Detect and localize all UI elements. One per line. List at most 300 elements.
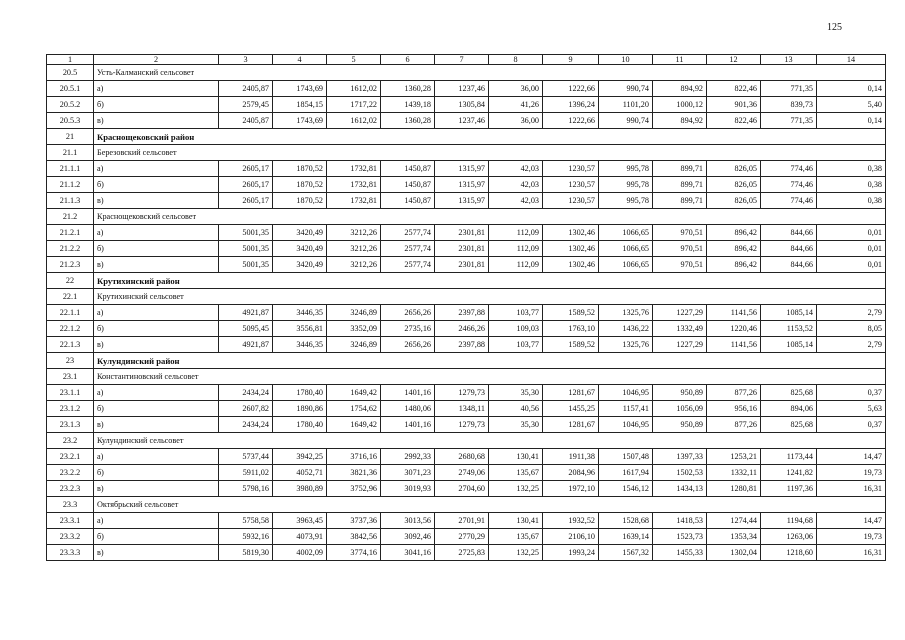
value-cell: 1302,46 — [543, 241, 599, 257]
variant-label: а) — [94, 225, 219, 241]
row-code: 20.5.3 — [47, 113, 94, 129]
value-cell: 894,92 — [653, 81, 707, 97]
value-cell: 1302,46 — [543, 257, 599, 273]
value-cell: 2301,81 — [435, 241, 489, 257]
value-cell: 1325,76 — [599, 305, 653, 321]
variant-label: в) — [94, 481, 219, 497]
table-row — [47, 81, 886, 97]
value-cell: 109,03 — [489, 321, 543, 337]
column-header: 14 — [817, 55, 886, 65]
value-cell: 2434,24 — [219, 417, 273, 433]
value-cell: 42,03 — [489, 161, 543, 177]
row-code: 21.1 — [47, 145, 94, 161]
council-header-row — [47, 497, 886, 513]
table-row — [47, 113, 886, 129]
value-cell: 1401,16 — [381, 385, 435, 401]
value-cell: 771,35 — [761, 81, 817, 97]
value-cell: 1197,36 — [761, 481, 817, 497]
district-header-row — [47, 129, 886, 145]
value-cell: 1649,42 — [327, 417, 381, 433]
value-cell: 2605,17 — [219, 193, 273, 209]
value-cell: 2397,88 — [435, 337, 489, 353]
table-row — [47, 417, 886, 433]
value-cell: 950,89 — [653, 385, 707, 401]
value-cell: 130,41 — [489, 449, 543, 465]
value-cell: 2749,06 — [435, 465, 489, 481]
value-cell: 970,51 — [653, 241, 707, 257]
data-table — [46, 54, 886, 561]
row-code: 23.2.1 — [47, 449, 94, 465]
table-row — [47, 97, 886, 113]
council-header-row — [47, 369, 886, 385]
column-header: 10 — [599, 55, 653, 65]
value-cell: 1194,68 — [761, 513, 817, 529]
value-cell: 8,05 — [817, 321, 886, 337]
value-cell: 1274,44 — [707, 513, 761, 529]
variant-label: а) — [94, 385, 219, 401]
row-code: 23.1.2 — [47, 401, 94, 417]
value-cell: 132,25 — [489, 481, 543, 497]
value-cell: 3212,26 — [327, 241, 381, 257]
value-cell: 2301,81 — [435, 225, 489, 241]
value-cell: 135,67 — [489, 465, 543, 481]
table-row — [47, 481, 886, 497]
value-cell: 1332,49 — [653, 321, 707, 337]
row-code: 20.5.2 — [47, 97, 94, 113]
row-code: 21.2.1 — [47, 225, 94, 241]
value-cell: 774,46 — [761, 193, 817, 209]
value-cell: 1315,97 — [435, 193, 489, 209]
row-code: 21.1.2 — [47, 177, 94, 193]
value-cell: 1153,52 — [761, 321, 817, 337]
value-cell: 1870,52 — [273, 161, 327, 177]
row-code: 20.5.1 — [47, 81, 94, 97]
value-cell: 2577,74 — [381, 257, 435, 273]
variant-label: а) — [94, 81, 219, 97]
row-code: 21.1.1 — [47, 161, 94, 177]
council-name: Березовский сельсовет — [94, 145, 886, 161]
variant-label: а) — [94, 305, 219, 321]
value-cell: 2992,33 — [381, 449, 435, 465]
value-cell: 132,25 — [489, 545, 543, 561]
value-cell: 2605,17 — [219, 161, 273, 177]
value-cell: 135,67 — [489, 529, 543, 545]
value-cell: 1241,82 — [761, 465, 817, 481]
value-cell: 844,66 — [761, 225, 817, 241]
value-cell: 1237,46 — [435, 81, 489, 97]
variant-label: в) — [94, 257, 219, 273]
value-cell: 1507,48 — [599, 449, 653, 465]
value-cell: 1141,56 — [707, 337, 761, 353]
value-cell: 112,09 — [489, 241, 543, 257]
value-cell: 1360,28 — [381, 113, 435, 129]
value-cell: 36,00 — [489, 81, 543, 97]
value-cell: 1279,73 — [435, 417, 489, 433]
table-row — [47, 449, 886, 465]
value-cell: 1237,46 — [435, 113, 489, 129]
table-row — [47, 161, 886, 177]
value-cell: 894,92 — [653, 113, 707, 129]
value-cell: 3246,89 — [327, 305, 381, 321]
row-code: 23.1 — [47, 369, 94, 385]
variant-label: б) — [94, 177, 219, 193]
value-cell: 896,42 — [707, 225, 761, 241]
value-cell: 2301,81 — [435, 257, 489, 273]
variant-label: б) — [94, 321, 219, 337]
value-cell: 826,05 — [707, 161, 761, 177]
district-name: Краснощековский район — [94, 129, 886, 145]
value-cell: 112,09 — [489, 257, 543, 273]
column-header: 8 — [489, 55, 543, 65]
value-cell: 1353,34 — [707, 529, 761, 545]
value-cell: 3556,81 — [273, 321, 327, 337]
variant-label: а) — [94, 449, 219, 465]
value-cell: 1315,97 — [435, 161, 489, 177]
column-header: 6 — [381, 55, 435, 65]
value-cell: 1056,09 — [653, 401, 707, 417]
council-name: Усть-Калманский сельсовет — [94, 65, 886, 81]
value-cell: 990,74 — [599, 113, 653, 129]
value-cell: 1455,33 — [653, 545, 707, 561]
variant-label: в) — [94, 337, 219, 353]
value-cell: 826,05 — [707, 193, 761, 209]
value-cell: 1360,28 — [381, 81, 435, 97]
value-cell: 35,30 — [489, 385, 543, 401]
value-cell: 1436,22 — [599, 321, 653, 337]
row-code: 21.1.3 — [47, 193, 94, 209]
column-header: 1 — [47, 55, 94, 65]
row-code: 23 — [47, 353, 94, 369]
value-cell: 1279,73 — [435, 385, 489, 401]
value-cell: 0,14 — [817, 113, 886, 129]
value-cell: 1280,81 — [707, 481, 761, 497]
value-cell: 2607,82 — [219, 401, 273, 417]
value-cell: 1302,04 — [707, 545, 761, 561]
value-cell: 1450,87 — [381, 161, 435, 177]
value-cell: 3821,36 — [327, 465, 381, 481]
row-code: 21.2.3 — [47, 257, 94, 273]
value-cell: 2725,83 — [435, 545, 489, 561]
value-cell: 3420,49 — [273, 257, 327, 273]
value-cell: 1281,67 — [543, 385, 599, 401]
value-cell: 1222,66 — [543, 81, 599, 97]
value-cell: 103,77 — [489, 305, 543, 321]
value-cell: 1612,02 — [327, 113, 381, 129]
value-cell: 899,71 — [653, 161, 707, 177]
value-cell: 1348,11 — [435, 401, 489, 417]
value-cell: 2656,26 — [381, 337, 435, 353]
table-row — [47, 545, 886, 561]
column-header: 3 — [219, 55, 273, 65]
value-cell: 896,42 — [707, 241, 761, 257]
column-header: 7 — [435, 55, 489, 65]
value-cell: 1325,76 — [599, 337, 653, 353]
value-cell: 1218,60 — [761, 545, 817, 561]
value-cell: 1302,46 — [543, 225, 599, 241]
table-row — [47, 465, 886, 481]
table-row — [47, 337, 886, 353]
variant-label: в) — [94, 417, 219, 433]
value-cell: 1972,10 — [543, 481, 599, 497]
row-code: 23.1.3 — [47, 417, 94, 433]
value-cell: 2,79 — [817, 337, 886, 353]
value-cell: 1480,06 — [381, 401, 435, 417]
value-cell: 1763,10 — [543, 321, 599, 337]
value-cell: 1066,65 — [599, 241, 653, 257]
value-cell: 2656,26 — [381, 305, 435, 321]
council-header-row — [47, 65, 886, 81]
value-cell: 4921,87 — [219, 337, 273, 353]
value-cell: 4921,87 — [219, 305, 273, 321]
value-cell: 1418,53 — [653, 513, 707, 529]
value-cell: 1157,41 — [599, 401, 653, 417]
value-cell: 3446,35 — [273, 305, 327, 321]
value-cell: 19,73 — [817, 465, 886, 481]
district-name: Кулундинский район — [94, 353, 886, 369]
row-code: 21 — [47, 129, 94, 145]
value-cell: 825,68 — [761, 385, 817, 401]
row-code: 22.1.2 — [47, 321, 94, 337]
value-cell: 990,74 — [599, 81, 653, 97]
row-code: 23.1.1 — [47, 385, 94, 401]
value-cell: 2466,26 — [435, 321, 489, 337]
value-cell: 1046,95 — [599, 385, 653, 401]
value-cell: 1227,29 — [653, 305, 707, 321]
value-cell: 877,26 — [707, 417, 761, 433]
value-cell: 1911,38 — [543, 449, 599, 465]
value-cell: 1528,68 — [599, 513, 653, 529]
variant-label: а) — [94, 161, 219, 177]
value-cell: 40,56 — [489, 401, 543, 417]
council-name: Константиновский сельсовет — [94, 369, 886, 385]
variant-label: в) — [94, 113, 219, 129]
value-cell: 112,09 — [489, 225, 543, 241]
value-cell: 0,01 — [817, 241, 886, 257]
value-cell: 3446,35 — [273, 337, 327, 353]
value-cell: 5,63 — [817, 401, 886, 417]
value-cell: 5911,02 — [219, 465, 273, 481]
value-cell: 1754,62 — [327, 401, 381, 417]
table-row — [47, 305, 886, 321]
row-code: 21.2 — [47, 209, 94, 225]
value-cell: 1649,42 — [327, 385, 381, 401]
table-body — [47, 65, 886, 561]
value-cell: 894,06 — [761, 401, 817, 417]
value-cell: 1222,66 — [543, 113, 599, 129]
value-cell: 14,47 — [817, 513, 886, 529]
value-cell: 1455,25 — [543, 401, 599, 417]
value-cell: 839,73 — [761, 97, 817, 113]
value-cell: 1434,13 — [653, 481, 707, 497]
value-cell: 1546,12 — [599, 481, 653, 497]
column-header: 11 — [653, 55, 707, 65]
variant-label: б) — [94, 241, 219, 257]
value-cell: 3212,26 — [327, 257, 381, 273]
value-cell: 0,37 — [817, 417, 886, 433]
row-code: 23.2.2 — [47, 465, 94, 481]
column-header-row — [47, 55, 886, 65]
value-cell: 1305,84 — [435, 97, 489, 113]
value-cell: 826,05 — [707, 177, 761, 193]
variant-label: б) — [94, 97, 219, 113]
value-cell: 2106,10 — [543, 529, 599, 545]
value-cell: 1397,33 — [653, 449, 707, 465]
variant-label: б) — [94, 401, 219, 417]
value-cell: 2397,88 — [435, 305, 489, 321]
value-cell: 130,41 — [489, 513, 543, 529]
row-code: 22 — [47, 273, 94, 289]
value-cell: 2405,87 — [219, 113, 273, 129]
table-row — [47, 513, 886, 529]
value-cell: 1890,86 — [273, 401, 327, 417]
value-cell: 2084,96 — [543, 465, 599, 481]
value-cell: 1617,94 — [599, 465, 653, 481]
row-code: 22.1.1 — [47, 305, 94, 321]
value-cell: 5,40 — [817, 97, 886, 113]
variant-label: а) — [94, 513, 219, 529]
value-cell: 0,38 — [817, 161, 886, 177]
value-cell: 1439,18 — [381, 97, 435, 113]
value-cell: 35,30 — [489, 417, 543, 433]
value-cell: 2605,17 — [219, 177, 273, 193]
value-cell: 1717,22 — [327, 97, 381, 113]
value-cell: 1612,02 — [327, 81, 381, 97]
value-cell: 1450,87 — [381, 193, 435, 209]
value-cell: 1281,67 — [543, 417, 599, 433]
row-code: 23.2.3 — [47, 481, 94, 497]
value-cell: 1220,46 — [707, 321, 761, 337]
column-header: 9 — [543, 55, 599, 65]
value-cell: 3737,36 — [327, 513, 381, 529]
value-cell: 0,38 — [817, 177, 886, 193]
value-cell: 5001,35 — [219, 257, 273, 273]
value-cell: 3716,16 — [327, 449, 381, 465]
value-cell: 1230,57 — [543, 161, 599, 177]
value-cell: 2,79 — [817, 305, 886, 321]
value-cell: 3963,45 — [273, 513, 327, 529]
value-cell: 2434,24 — [219, 385, 273, 401]
column-header: 12 — [707, 55, 761, 65]
value-cell: 970,51 — [653, 257, 707, 273]
variant-label: б) — [94, 529, 219, 545]
table-row — [47, 529, 886, 545]
column-header: 2 — [94, 55, 219, 65]
value-cell: 1523,73 — [653, 529, 707, 545]
row-code: 23.3.2 — [47, 529, 94, 545]
value-cell: 899,71 — [653, 193, 707, 209]
value-cell: 1589,52 — [543, 337, 599, 353]
value-cell: 1085,14 — [761, 337, 817, 353]
district-header-row — [47, 353, 886, 369]
value-cell: 1141,56 — [707, 305, 761, 321]
value-cell: 2579,45 — [219, 97, 273, 113]
value-cell: 1066,65 — [599, 225, 653, 241]
value-cell: 1854,15 — [273, 97, 327, 113]
column-header: 4 — [273, 55, 327, 65]
value-cell: 3041,16 — [381, 545, 435, 561]
value-cell: 1732,81 — [327, 193, 381, 209]
table-row — [47, 241, 886, 257]
value-cell: 1263,06 — [761, 529, 817, 545]
value-cell: 995,78 — [599, 177, 653, 193]
value-cell: 3246,89 — [327, 337, 381, 353]
value-cell: 1743,69 — [273, 113, 327, 129]
value-cell: 877,26 — [707, 385, 761, 401]
value-cell: 1567,32 — [599, 545, 653, 561]
value-cell: 956,16 — [707, 401, 761, 417]
district-name: Крутихинский район — [94, 273, 886, 289]
value-cell: 3212,26 — [327, 225, 381, 241]
value-cell: 3980,89 — [273, 481, 327, 497]
variant-label: в) — [94, 193, 219, 209]
value-cell: 3942,25 — [273, 449, 327, 465]
value-cell: 1253,21 — [707, 449, 761, 465]
value-cell: 1000,12 — [653, 97, 707, 113]
council-name: Кулундинский сельсовет — [94, 433, 886, 449]
value-cell: 1780,40 — [273, 385, 327, 401]
table-row — [47, 257, 886, 273]
value-cell: 995,78 — [599, 193, 653, 209]
value-cell: 1870,52 — [273, 193, 327, 209]
value-cell: 1639,14 — [599, 529, 653, 545]
table-row — [47, 177, 886, 193]
value-cell: 5932,16 — [219, 529, 273, 545]
value-cell: 4052,71 — [273, 465, 327, 481]
value-cell: 844,66 — [761, 257, 817, 273]
value-cell: 1101,20 — [599, 97, 653, 113]
row-code: 22.1.3 — [47, 337, 94, 353]
value-cell: 0,37 — [817, 385, 886, 401]
value-cell: 16,31 — [817, 545, 886, 561]
page-number: 125 — [827, 22, 842, 33]
table-row — [47, 401, 886, 417]
table-row — [47, 385, 886, 401]
value-cell: 3352,09 — [327, 321, 381, 337]
value-cell: 1732,81 — [327, 161, 381, 177]
value-cell: 41,26 — [489, 97, 543, 113]
council-header-row — [47, 209, 886, 225]
value-cell: 5798,16 — [219, 481, 273, 497]
value-cell: 1870,52 — [273, 177, 327, 193]
value-cell: 3842,56 — [327, 529, 381, 545]
value-cell: 1932,52 — [543, 513, 599, 529]
value-cell: 822,46 — [707, 81, 761, 97]
value-cell: 995,78 — [599, 161, 653, 177]
council-name: Октябрьский сельсовет — [94, 497, 886, 513]
council-header-row — [47, 289, 886, 305]
value-cell: 896,42 — [707, 257, 761, 273]
value-cell: 771,35 — [761, 113, 817, 129]
value-cell: 1401,16 — [381, 417, 435, 433]
value-cell: 2701,91 — [435, 513, 489, 529]
variant-label: б) — [94, 465, 219, 481]
value-cell: 1396,24 — [543, 97, 599, 113]
variant-label: в) — [94, 545, 219, 561]
value-cell: 1450,87 — [381, 177, 435, 193]
value-cell: 2680,68 — [435, 449, 489, 465]
value-cell: 2405,87 — [219, 81, 273, 97]
value-cell: 1227,29 — [653, 337, 707, 353]
row-code: 23.3 — [47, 497, 94, 513]
value-cell: 3071,23 — [381, 465, 435, 481]
value-cell: 1589,52 — [543, 305, 599, 321]
value-cell: 2577,74 — [381, 225, 435, 241]
value-cell: 844,66 — [761, 241, 817, 257]
value-cell: 970,51 — [653, 225, 707, 241]
value-cell: 1732,81 — [327, 177, 381, 193]
row-code: 23.3.1 — [47, 513, 94, 529]
value-cell: 1993,24 — [543, 545, 599, 561]
